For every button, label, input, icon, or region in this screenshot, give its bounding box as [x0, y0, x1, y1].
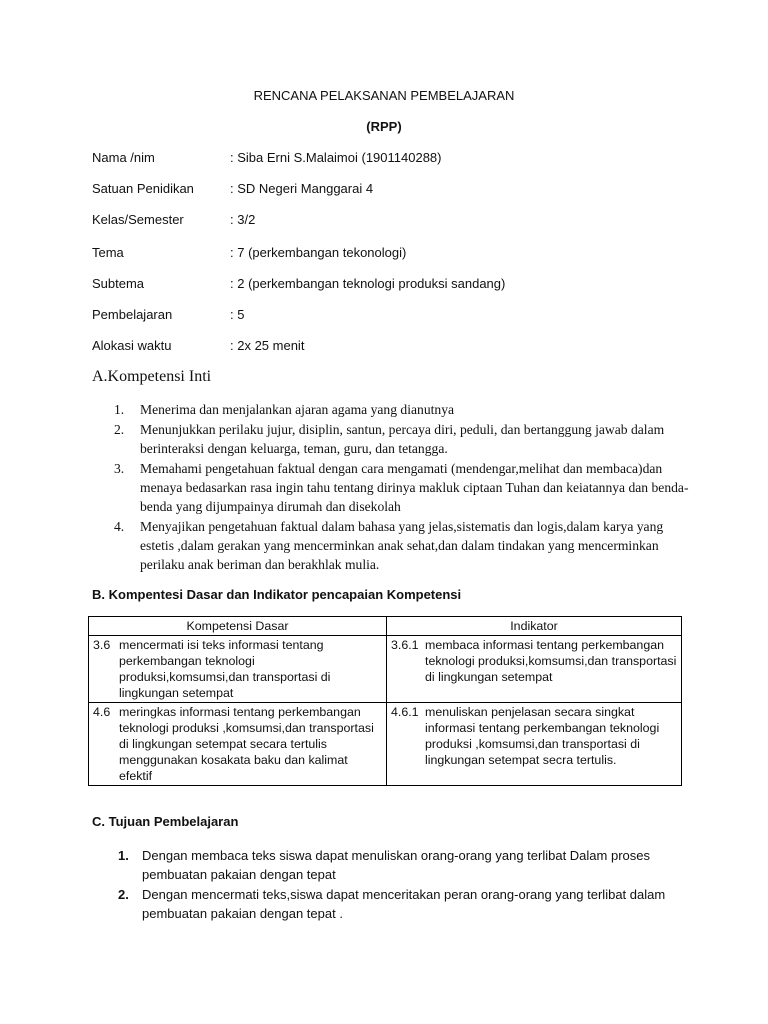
list-text: Memahami pengetahuan faktual dengan cara mengamati (mendengar,melihat dan membaca)dan menaya bedasarkan rasa ingin tahu tentang dirinya makluk ciptaan Tuhan dan keiatannya dan benda-benda yang dijumpainya dirumah dan disekolah: [140, 461, 689, 514]
list-text: Dengan mencermati teks,siswa dapat menceritakan peran orang-orang yang terlibat dalam pembuatan pakaian dengan tepat .: [142, 887, 666, 921]
kd-code: 3.6: [93, 638, 111, 652]
identity-label: Kelas/Semester: [92, 212, 184, 227]
list-number: 4.: [114, 519, 125, 534]
section-b-heading: B. Kompentesi Dasar dan Indikator pencapaian Kompetensi: [92, 587, 462, 602]
list-number: 2.: [118, 887, 129, 902]
identity-label: Alokasi waktu: [92, 338, 172, 353]
document-title: RENCANA PELAKSANAN PEMBELAJARAN: [253, 88, 515, 103]
column-header-indikator: Indikator: [387, 617, 682, 636]
identity-value: : 3/2: [230, 212, 256, 227]
list-item: [114, 517, 694, 574]
list-number: 3.: [114, 461, 125, 476]
table-cell-content: [93, 704, 382, 784]
identity-value: : 2 (perkembangan teknologi produksi sandang): [230, 276, 506, 291]
section-c-heading: C. Tujuan Pembelajaran: [92, 814, 239, 829]
identity-label: Nama /nim: [92, 150, 155, 165]
table-cell: [89, 703, 387, 786]
identity-value: : 2x 25 menit: [230, 338, 305, 353]
tujuan-pembelajaran-list: [118, 846, 678, 923]
kompetensi-table: [88, 616, 682, 786]
table-cell: [387, 636, 682, 703]
indicator-code: 3.6.1: [391, 638, 419, 652]
list-item: [114, 400, 694, 419]
identity-value: : Siba Erni S.Malaimoi (1901140288): [230, 150, 442, 165]
kd-text: meringkas informasi tentang perkembangan teknologi produksi ,komsumsi,dan transportasi di lingkungan setempat secara tertulis menggunakan kosakata baku dan kalimat efektif: [119, 705, 374, 783]
table-cell-content: [391, 704, 677, 768]
indicator-text: menuliskan penjelasan secara singkat informasi tentang perkembangan teknologi produksi ,komsumsi,dan transportasi di lingkungan setempat secra tertulis.: [425, 705, 660, 767]
list-number: 2.: [114, 422, 125, 437]
list-text: Menerima dan menjalankan ajaran agama yang dianutnya: [140, 402, 455, 417]
list-item: [118, 846, 678, 884]
identity-value: : 5: [230, 307, 245, 322]
list-number: 1.: [118, 848, 129, 863]
list-item: [114, 459, 694, 516]
table-cell: [387, 703, 682, 786]
identity-value: : 7 (perkembangan tekonologi): [230, 245, 407, 260]
list-text: Dengan membaca teks siswa dapat menuliskan orang-orang yang terlibat Dalam proses pembuatan pakaian dengan tepat: [142, 848, 650, 882]
table-cell-content: [391, 637, 677, 685]
identity-value: : SD Negeri Manggarai 4: [230, 181, 374, 196]
table-cell: [89, 636, 387, 703]
kd-code: 4.6: [93, 705, 111, 719]
kompetensi-inti-list: [114, 400, 694, 575]
table-header-row: [89, 617, 682, 636]
table-row: [89, 703, 682, 786]
column-header-kompetensi-dasar: Kompetensi Dasar: [89, 617, 387, 636]
indicator-text: membaca informasi tentang perkembangan teknologi produksi,komsumsi,dan transportasi di lingkungan setempat: [425, 638, 677, 684]
kd-text: mencermati isi teks informasi tentang perkembangan teknologi produksi,komsumsi,dan transportasi di lingkungan setempat: [119, 638, 331, 700]
list-item: [114, 420, 694, 458]
identity-label: Subtema: [92, 276, 145, 291]
identity-label: Pembelajaran: [92, 307, 173, 322]
identity-label: Tema: [92, 245, 124, 260]
table-row: [89, 636, 682, 703]
document-subtitle: (RPP): [366, 119, 402, 134]
list-item: [118, 885, 678, 923]
indicator-code: 4.6.1: [391, 705, 419, 719]
table-cell-content: [93, 637, 382, 701]
list-text: Menyajikan pengetahuan faktual dalam bahasa yang jelas,sistematis dan logis,dalam karya yang estetis ,dalam gerakan yang mencerminkan anak sehat,dan dalam tindakan yang mencerminkan perilaku anak beriman dan berakhlak mulia.: [140, 519, 664, 572]
list-text: Menunjukkan perilaku jujur, disiplin, santun, percaya diri, peduli, dan bertanggung jawab dalam berinteraksi dengan keluarga, teman, guru, dan tetangga.: [140, 422, 665, 456]
identity-label: Satuan Penidikan: [92, 181, 194, 196]
list-number: 1.: [114, 402, 125, 417]
section-a-heading: A.Kompetensi Inti: [92, 368, 212, 385]
